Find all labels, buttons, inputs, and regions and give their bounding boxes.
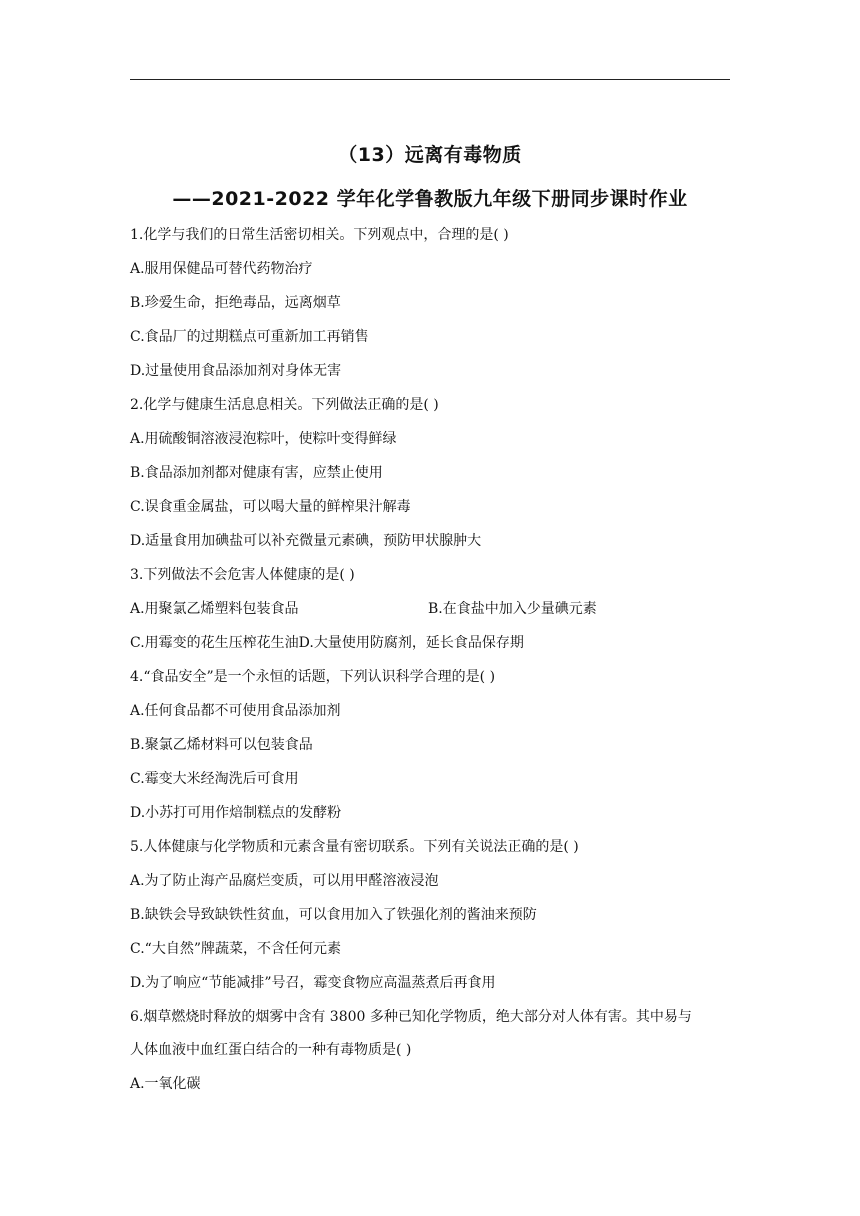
page-title: （13）远离有毒物质 <box>338 144 522 166</box>
question-stem: 2.化学与健康生活息息相关。下列做法正确的是( ) <box>130 397 439 413</box>
option-b: B.聚氯乙烯材料可以包装食品 <box>130 737 313 753</box>
question-stem: 4.“食品安全”是一个永恒的话题，下列认识科学合理的是( ) <box>130 669 496 685</box>
option-d: D.小苏打可用作焙制糕点的发酵粉 <box>130 805 342 821</box>
option-c: C.误食重金属盐，可以喝大量的鲜榨果汁解毒 <box>130 499 411 515</box>
option-c: C.“大自然”牌蔬菜，不含任何元素 <box>130 941 341 957</box>
option-a: A.服用保健品可替代药物治疗 <box>130 261 313 277</box>
option-b: B.在食盐中加入少量碘元素 <box>428 601 597 617</box>
page-subtitle: ——2021-2022 学年化学鲁教版九年级下册同步课时作业 <box>172 188 688 210</box>
option-a: A.为了防止海产品腐烂变质，可以用甲醛溶液浸泡 <box>130 873 439 889</box>
question-stem: 5.人体健康与化学物质和元素含量有密切联系。下列有关说法正确的是( ) <box>130 839 579 855</box>
option-d: D.适量食用加碘盐可以补充微量元素碘，预防甲状腺肿大 <box>130 533 482 549</box>
option-a: A.一氧化碳 <box>130 1076 201 1092</box>
question-list <box>130 224 730 1107</box>
option-a: A.用聚氯乙烯塑料包装食品 <box>130 601 299 617</box>
header-rule <box>130 79 730 80</box>
option-d: D.过量使用食品添加剂对身体无害 <box>130 363 342 379</box>
question-stem-continued: 人体血液中血红蛋白结合的一种有毒物质是( ) <box>130 1042 412 1058</box>
option-b: B.珍爱生命，拒绝毒品，远离烟草 <box>130 295 341 311</box>
question-stem: 6.烟草燃烧时释放的烟雾中含有 3800 多种已知化学物质，绝大部分对人体有害。其中易与 <box>130 1009 692 1025</box>
option-row-cd: C.用霉变的花生压榨花生油D.大量使用防腐剂，延长食品保存期 <box>130 635 524 651</box>
option-row-ab <box>130 598 730 632</box>
option-c: C.霉变大米经淘洗后可食用 <box>130 771 299 787</box>
question-stem: 1.化学与我们的日常生活密切相关。下列观点中，合理的是( ) <box>130 227 509 243</box>
option-a: A.用硫酸铜溶液浸泡粽叶，使粽叶变得鲜绿 <box>130 431 397 447</box>
option-c: C.食品厂的过期糕点可重新加工再销售 <box>130 329 369 345</box>
option-b: B.缺铁会导致缺铁性贫血，可以食用加入了铁强化剂的酱油来预防 <box>130 907 537 923</box>
option-a: A.任何食品都不可使用食品添加剂 <box>130 703 341 719</box>
question-stem: 3.下列做法不会危害人体健康的是( ) <box>130 567 355 583</box>
option-d: D.为了响应“节能减排”号召，霉变食物应高温蒸煮后再食用 <box>130 975 496 991</box>
option-b: B.食品添加剂都对健康有害，应禁止使用 <box>130 465 383 481</box>
